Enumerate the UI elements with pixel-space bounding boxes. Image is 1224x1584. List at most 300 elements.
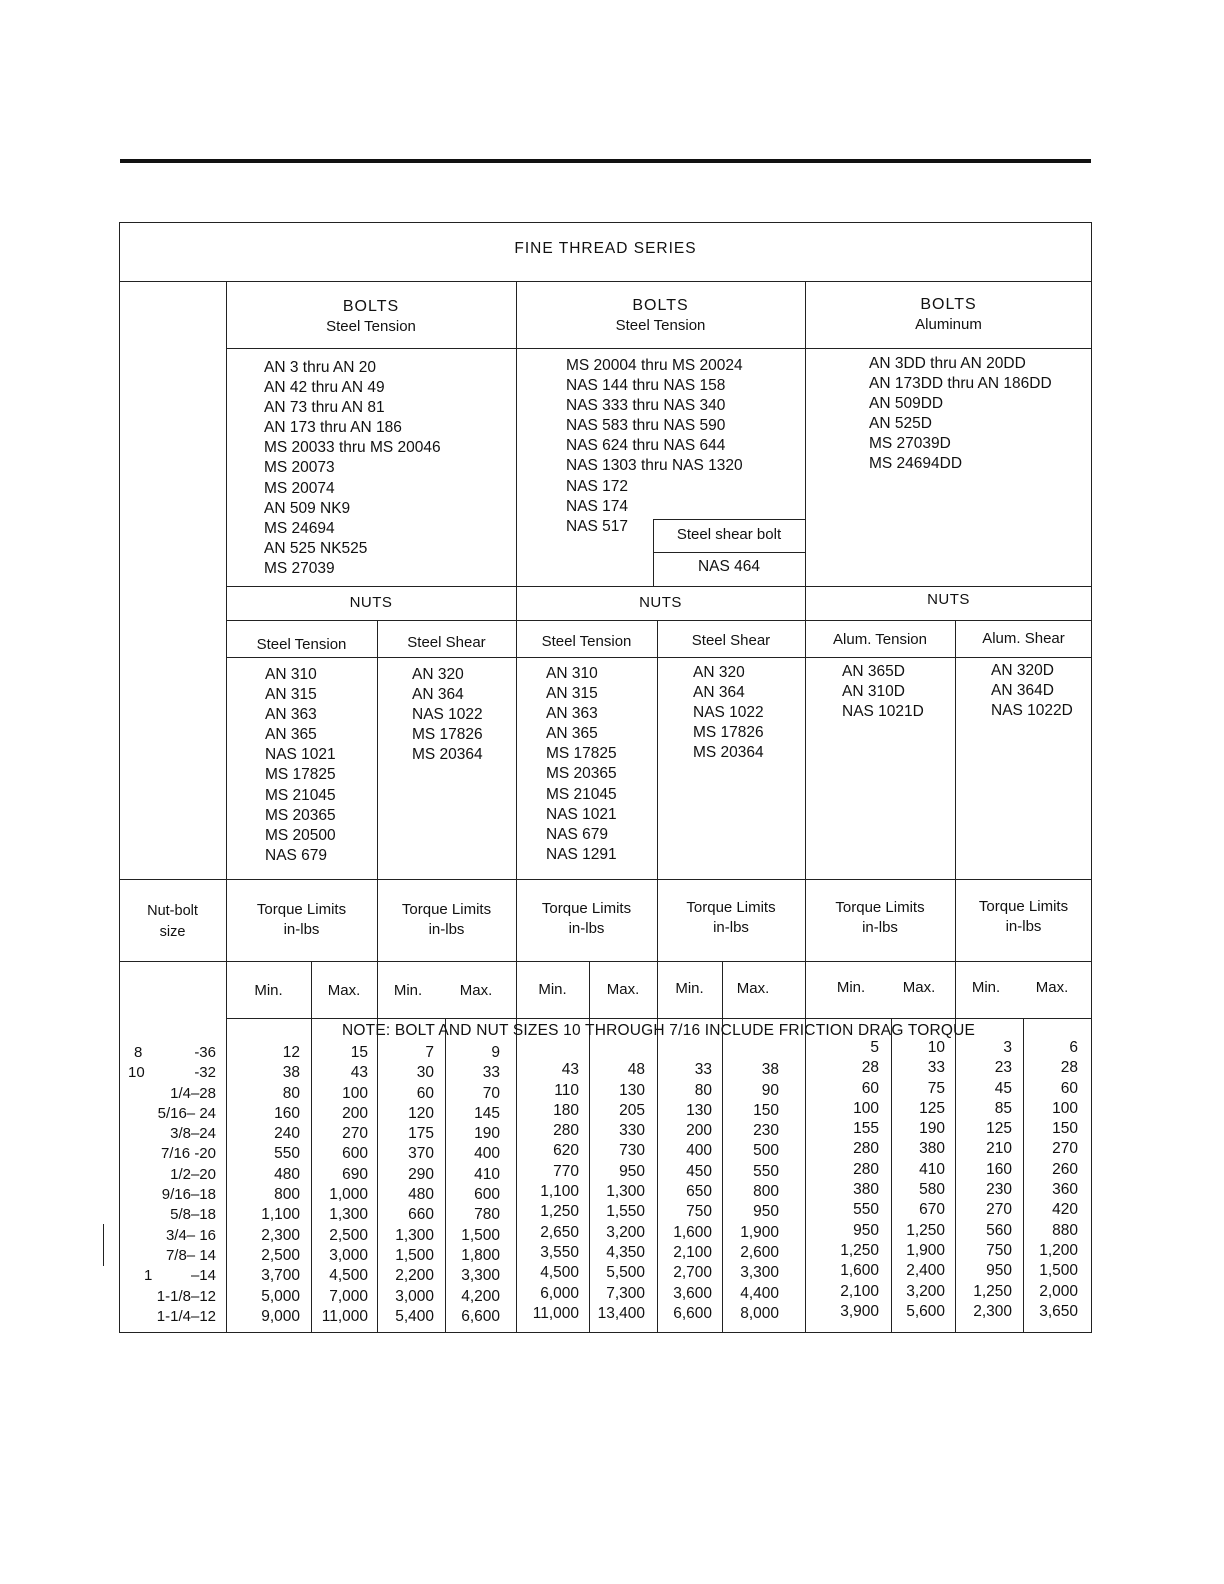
torque-value: 160 xyxy=(986,1160,1012,1178)
part-number: AN 363 xyxy=(265,706,317,724)
torque-header-bottom xyxy=(119,961,1092,962)
torque-value xyxy=(709,1040,779,1060)
bolt-header-divider xyxy=(226,348,1092,349)
torque-value: 2,200 xyxy=(395,1267,434,1285)
torque-value: 85 xyxy=(994,1099,1012,1117)
part-number: AN 525 NK525 xyxy=(264,539,368,557)
torque-value: 2,300 xyxy=(261,1226,300,1244)
torque-value: 1,250 xyxy=(540,1203,579,1221)
torque-value: 15 xyxy=(350,1044,368,1061)
part-number: AN 320 xyxy=(412,666,464,683)
torque-value: 690 xyxy=(342,1165,368,1183)
title-divider xyxy=(119,281,1092,282)
torque-value: 1,900 xyxy=(740,1223,779,1241)
size-value: 8 xyxy=(134,1044,143,1061)
torque-column-alum-shear-max xyxy=(1008,1038,1078,1322)
part-number: MS 20364 xyxy=(412,746,483,764)
torque-value: 480 xyxy=(274,1165,300,1183)
part-number: AN 509DD xyxy=(869,395,944,413)
torque-value: 400 xyxy=(686,1142,712,1160)
torque-value: 1,900 xyxy=(906,1241,945,1259)
size-value: 7/16 -20 xyxy=(160,1145,216,1163)
part-number: NAS 679 xyxy=(546,825,609,843)
part-number: NAS 1291 xyxy=(546,845,617,863)
torque-value: 6,000 xyxy=(540,1284,579,1302)
torque-value: 450 xyxy=(686,1162,712,1180)
torque-value: 4,400 xyxy=(740,1284,779,1302)
part-number: AN 364 xyxy=(693,684,745,702)
torque-value: 80 xyxy=(282,1084,300,1102)
size-list xyxy=(128,1043,224,1327)
torque-value: 190 xyxy=(474,1125,500,1143)
torque-header-3: Torque Limits xyxy=(541,900,632,917)
torque-value: 60 xyxy=(861,1079,879,1097)
size-value: 5/16– 24 xyxy=(157,1104,216,1122)
torque-header-1: Torque Limits xyxy=(256,901,347,918)
torque-value: 1,600 xyxy=(840,1262,879,1280)
torque-value: 500 xyxy=(753,1142,779,1160)
torque-value: 6,600 xyxy=(461,1307,500,1325)
size-row xyxy=(134,1266,224,1286)
torque-value: 125 xyxy=(986,1120,1012,1138)
part-number: AN 364 xyxy=(412,686,464,704)
nuts-header-divider xyxy=(226,620,1092,621)
torque-value: 3,200 xyxy=(606,1223,645,1241)
nut-col-5-parts xyxy=(842,662,924,722)
max-label-6: Max. xyxy=(1035,979,1069,996)
torque-column-tension-max xyxy=(298,1043,368,1327)
part-number: MS 24694DD xyxy=(869,455,963,473)
torque-column-shear-min xyxy=(364,1043,434,1327)
torque-value: 280 xyxy=(853,1160,879,1178)
size-row xyxy=(134,1165,224,1185)
max-label-1: Max. xyxy=(327,982,361,999)
torque-value: 5,000 xyxy=(261,1287,300,1305)
torque-unit-1: in-lbs xyxy=(283,921,320,938)
torque-value: 800 xyxy=(753,1183,779,1201)
torque-value: 780 xyxy=(474,1206,500,1224)
torque-header-2: Torque Limits xyxy=(401,901,492,918)
part-number: AN 3DD thru AN 20DD xyxy=(869,355,1026,372)
torque-value: 1,250 xyxy=(906,1221,945,1239)
torque-value: 60 xyxy=(416,1084,434,1102)
torque-column-ms-tension-max xyxy=(575,1040,645,1324)
size-row xyxy=(134,1307,224,1327)
torque-value: 11,000 xyxy=(321,1307,368,1325)
thread-value: –14 xyxy=(190,1267,216,1285)
part-number: MS 21045 xyxy=(265,786,336,804)
part-number: AN 310 xyxy=(265,666,317,683)
nut-col-4-parts xyxy=(693,663,764,763)
torque-value: 5,400 xyxy=(395,1307,434,1325)
torque-value: 620 xyxy=(553,1142,579,1160)
bolt-group-1-subtitle: Steel Tension xyxy=(326,318,416,335)
steel-shear-bolt-part: NAS 464 xyxy=(697,558,761,575)
torque-value: 180 xyxy=(553,1101,579,1119)
torque-value: 600 xyxy=(474,1186,500,1204)
part-number: NAS 1021D xyxy=(842,703,924,721)
torque-value: 145 xyxy=(474,1104,500,1122)
torque-value: 1,500 xyxy=(461,1226,500,1244)
part-number: AN 42 thru AN 49 xyxy=(264,379,385,397)
torque-value: 230 xyxy=(753,1122,779,1140)
nut-col-4-header: Steel Shear xyxy=(691,632,771,649)
torque-value: 560 xyxy=(986,1221,1012,1239)
part-number: NAS 1022 xyxy=(693,704,764,722)
torque-value: 43 xyxy=(350,1064,368,1082)
torque-column-ms-shear-max xyxy=(709,1040,779,1324)
min-label-6: Min. xyxy=(971,979,1001,996)
torque-value: 6,600 xyxy=(673,1304,712,1322)
bolt-group-2-subtitle: Steel Tension xyxy=(615,317,706,334)
part-number: NAS 1021 xyxy=(546,805,617,823)
torque-value: 80 xyxy=(694,1081,712,1099)
part-number: MS 20074 xyxy=(264,479,335,497)
torque-unit-3: in-lbs xyxy=(568,920,605,937)
nuts-header-1: NUTS xyxy=(349,594,393,611)
torque-value: 290 xyxy=(408,1165,434,1183)
torque-value: 410 xyxy=(919,1160,945,1178)
torque-value: 1,200 xyxy=(1039,1241,1078,1259)
torque-column-alum-tension-max xyxy=(875,1038,945,1322)
part-number: AN 320D xyxy=(991,662,1054,679)
torque-value: 200 xyxy=(342,1104,368,1122)
size-value: 3/8–24 xyxy=(170,1125,216,1143)
torque-value: 3,000 xyxy=(329,1246,368,1264)
torque-value: 580 xyxy=(919,1181,945,1199)
torque-value: 550 xyxy=(753,1162,779,1180)
part-number: NAS 1303 thru NAS 1320 xyxy=(566,457,743,475)
torque-value: 950 xyxy=(986,1262,1012,1280)
torque-value: 28 xyxy=(861,1059,879,1077)
torque-value: 7,300 xyxy=(606,1284,645,1302)
torque-value: 950 xyxy=(619,1162,645,1180)
torque-value: 1,100 xyxy=(540,1183,579,1201)
torque-value: 2,100 xyxy=(673,1243,712,1261)
part-number: AN 173 thru AN 186 xyxy=(264,419,402,437)
torque-value: 28 xyxy=(1060,1059,1078,1077)
torque-value: 950 xyxy=(853,1221,879,1239)
part-number: AN 310D xyxy=(842,683,905,701)
torque-value xyxy=(642,1040,712,1060)
torque-value: 950 xyxy=(753,1203,779,1221)
torque-value: 750 xyxy=(986,1241,1012,1259)
part-number: MS 17825 xyxy=(546,745,617,763)
torque-value: 4,200 xyxy=(461,1287,500,1305)
torque-value: 550 xyxy=(274,1145,300,1163)
torque-value: 23 xyxy=(994,1059,1012,1077)
torque-value: 100 xyxy=(342,1084,368,1102)
part-number: AN 509 NK9 xyxy=(264,499,351,517)
size-row xyxy=(134,1124,224,1144)
nut-col-3-parts xyxy=(546,664,617,865)
torque-value: 33 xyxy=(927,1059,945,1077)
size-value: 1/4–28 xyxy=(170,1084,216,1102)
part-number: MS 20364 xyxy=(693,744,764,762)
torque-value: 155 xyxy=(853,1120,879,1138)
size-row xyxy=(134,1084,224,1104)
torque-value: 13,400 xyxy=(597,1304,645,1322)
torque-value: 9 xyxy=(491,1044,500,1061)
torque-value: 1,250 xyxy=(840,1241,879,1259)
part-number: NAS 1022 xyxy=(412,706,483,724)
nuts-top-divider xyxy=(226,586,1092,587)
nut-col-1-header: Steel Tension xyxy=(256,636,347,653)
torque-value: 480 xyxy=(408,1186,434,1204)
torque-value: 370 xyxy=(408,1145,434,1163)
part-number: AN 365D xyxy=(842,663,905,680)
torque-header-4: Torque Limits xyxy=(686,899,776,916)
torque-value: 4,500 xyxy=(540,1264,579,1282)
torque-value: 420 xyxy=(1052,1201,1078,1219)
torque-value: 130 xyxy=(686,1101,712,1119)
torque-value: 2,600 xyxy=(740,1243,779,1261)
torque-unit-6: in-lbs xyxy=(1005,918,1042,935)
part-number: NAS 583 thru NAS 590 xyxy=(566,417,726,435)
torque-value: 205 xyxy=(619,1101,645,1119)
torque-value: 3,200 xyxy=(906,1282,945,1300)
torque-value: 1,250 xyxy=(973,1282,1012,1300)
max-label-3: Max. xyxy=(606,981,640,998)
torque-value: 270 xyxy=(986,1201,1012,1219)
size-value: 5/8–18 xyxy=(170,1206,216,1224)
torque-value: 45 xyxy=(994,1079,1012,1097)
thread-value: -36 xyxy=(194,1044,216,1061)
bolt-group-1-parts xyxy=(264,358,441,579)
torque-value: 750 xyxy=(686,1203,712,1221)
nut-col-2-header: Steel Shear xyxy=(407,634,486,651)
torque-value: 2,500 xyxy=(329,1226,368,1244)
size-row xyxy=(134,1043,224,1063)
part-number: AN 320 xyxy=(693,664,745,681)
torque-column-ms-tension-min xyxy=(509,1040,579,1324)
part-number: AN 364D xyxy=(991,682,1054,700)
size-header-line1: Nut-bolt xyxy=(147,903,198,919)
torque-value xyxy=(575,1040,645,1060)
torque-value: 2,000 xyxy=(1039,1282,1078,1300)
part-number: NAS 1022D xyxy=(991,702,1073,720)
part-number: MS 20004 thru MS 20024 xyxy=(566,357,743,374)
torque-value: 130 xyxy=(619,1081,645,1099)
part-number: AN 3 thru AN 20 xyxy=(264,359,377,376)
steel-shear-bolt-label: Steel shear bolt xyxy=(676,526,782,543)
part-number: MS 21045 xyxy=(546,785,617,803)
bolt-group-3-title: BOLTS xyxy=(920,296,977,313)
min-label-5: Min. xyxy=(836,979,866,996)
torque-value: 1,000 xyxy=(329,1186,368,1204)
torque-value: 280 xyxy=(853,1140,879,1158)
size-header-line2: size xyxy=(159,924,186,940)
torque-value: 150 xyxy=(1052,1120,1078,1138)
torque-value: 380 xyxy=(853,1181,879,1199)
size-value: 1 xyxy=(144,1267,153,1285)
torque-value: 33 xyxy=(694,1061,712,1079)
nuts-header-3: NUTS xyxy=(927,591,970,608)
torque-unit-4: in-lbs xyxy=(713,919,749,936)
torque-value: 3,300 xyxy=(740,1264,779,1282)
nut-col-2-parts xyxy=(412,665,483,765)
torque-value: 150 xyxy=(753,1101,779,1119)
part-number: MS 17826 xyxy=(412,726,483,744)
torque-value: 190 xyxy=(919,1120,945,1138)
torque-value: 75 xyxy=(927,1079,945,1097)
top-rule xyxy=(120,159,1091,163)
torque-value: 6 xyxy=(1069,1039,1078,1056)
torque-value: 400 xyxy=(474,1145,500,1163)
torque-value: 1,550 xyxy=(606,1203,645,1221)
torque-value: 2,650 xyxy=(540,1223,579,1241)
part-number: NAS 1021 xyxy=(265,746,336,764)
nuts-header-2: NUTS xyxy=(639,594,682,611)
max-label-5: Max. xyxy=(902,979,936,996)
torque-value: 2,700 xyxy=(673,1264,712,1282)
torque-value: 1,300 xyxy=(329,1206,368,1224)
change-bar xyxy=(103,1224,104,1266)
part-number: AN 73 thru AN 81 xyxy=(264,399,385,417)
size-row xyxy=(134,1246,224,1266)
nut-col-6-parts xyxy=(991,661,1073,721)
part-number: NAS 144 thru NAS 158 xyxy=(566,377,726,395)
torque-value: 48 xyxy=(627,1061,645,1079)
torque-value: 2,500 xyxy=(261,1246,300,1264)
part-number: NAS 624 thru NAS 644 xyxy=(566,437,726,455)
torque-value: 1,600 xyxy=(673,1223,712,1241)
torque-value: 3,900 xyxy=(840,1302,879,1320)
part-number: NAS 517 xyxy=(566,517,629,535)
torque-value: 360 xyxy=(1052,1181,1078,1199)
bolt-group-3-subtitle: Aluminum xyxy=(915,316,982,333)
torque-column-shear-max xyxy=(430,1043,500,1327)
size-value: 10 xyxy=(128,1064,145,1082)
torque-value: 30 xyxy=(416,1064,434,1082)
part-number: MS 20033 thru MS 20046 xyxy=(264,439,441,457)
max-label-2: Max. xyxy=(459,982,493,999)
bolt-group-3-parts xyxy=(869,354,1052,475)
friction-drag-note: NOTE: BOLT AND NUT SIZES 10 THROUGH 7/16 INCLUDE FRICTION DRAG TORQUE xyxy=(342,1022,976,1039)
size-value: 1-1/8–12 xyxy=(156,1287,216,1305)
torque-value: 33 xyxy=(482,1064,500,1082)
part-number: AN 365 xyxy=(265,726,317,744)
torque-value: 4,350 xyxy=(606,1243,645,1261)
torque-value: 110 xyxy=(554,1081,579,1099)
torque-value: 3,000 xyxy=(395,1287,434,1305)
part-number: MS 20073 xyxy=(264,459,335,477)
torque-value: 3,600 xyxy=(673,1284,712,1302)
part-number: MS 27039D xyxy=(869,435,951,453)
torque-column-alum-shear-min xyxy=(942,1038,1012,1322)
torque-value: 240 xyxy=(274,1125,300,1143)
part-number: MS 20500 xyxy=(265,826,336,844)
min-label-2: Min. xyxy=(393,982,423,999)
size-row xyxy=(128,1063,224,1083)
bolt-group-2-parts xyxy=(566,356,743,537)
torque-value: 800 xyxy=(274,1186,300,1204)
torque-value: 11,000 xyxy=(532,1304,579,1322)
torque-value: 5,500 xyxy=(606,1264,645,1282)
torque-value: 12 xyxy=(282,1044,300,1061)
nut-col-6-header: Alum. Shear xyxy=(982,630,1065,647)
torque-value: 70 xyxy=(482,1084,500,1102)
bolt-group-1-title: BOLTS xyxy=(342,298,400,315)
part-number: MS 27039 xyxy=(264,559,335,577)
size-column-divider xyxy=(226,281,227,1333)
nut-col-3-header: Steel Tension xyxy=(541,633,632,650)
torque-value: 1,500 xyxy=(395,1246,434,1264)
part-number: AN 315 xyxy=(546,685,598,703)
shear-box-mid xyxy=(653,552,805,553)
torque-value: 660 xyxy=(408,1206,434,1224)
part-number: MS 24694 xyxy=(264,519,335,537)
torque-value: 10 xyxy=(927,1039,945,1056)
torque-value: 550 xyxy=(853,1201,879,1219)
torque-value: 175 xyxy=(408,1125,434,1143)
minmax-divider xyxy=(226,1018,1092,1019)
torque-value: 280 xyxy=(553,1122,579,1140)
torque-value: 1,300 xyxy=(606,1183,645,1201)
size-row xyxy=(134,1144,224,1164)
size-row xyxy=(134,1226,224,1246)
torque-value: 100 xyxy=(1052,1099,1078,1117)
torque-value: 600 xyxy=(342,1145,368,1163)
torque-value: 2,100 xyxy=(840,1282,879,1300)
torque-value: 3,700 xyxy=(261,1267,300,1285)
torque-value: 43 xyxy=(561,1061,579,1079)
min-label-1: Min. xyxy=(254,982,283,999)
torque-value: 880 xyxy=(1052,1221,1078,1239)
torque-column-alum-tension-min xyxy=(809,1038,879,1322)
part-number: AN 525D xyxy=(869,415,932,433)
max-label-4: Max. xyxy=(736,980,770,997)
torque-value: 100 xyxy=(853,1099,879,1117)
min-label-4: Min. xyxy=(675,980,704,997)
torque-value: 5,600 xyxy=(906,1302,945,1320)
torque-value: 38 xyxy=(761,1061,779,1079)
torque-value: 1,800 xyxy=(461,1246,500,1264)
table-title: FINE THREAD SERIES xyxy=(514,240,697,257)
thread-value: -32 xyxy=(194,1064,216,1082)
torque-value: 160 xyxy=(274,1104,300,1122)
bolt-group-2-title: BOLTS xyxy=(632,297,689,314)
part-number: NAS 172 xyxy=(566,477,629,495)
torque-value: 7,000 xyxy=(329,1287,368,1305)
size-row xyxy=(134,1287,224,1307)
part-number: MS 20365 xyxy=(265,806,336,824)
torque-value: 125 xyxy=(919,1099,945,1117)
torque-value: 2,400 xyxy=(906,1262,945,1280)
torque-value: 650 xyxy=(686,1183,712,1201)
torque-value: 270 xyxy=(1052,1140,1078,1158)
torque-value: 330 xyxy=(619,1122,645,1140)
part-number: AN 310 xyxy=(546,665,598,682)
nut-col-1-parts xyxy=(265,665,336,866)
torque-value: 210 xyxy=(986,1140,1012,1158)
torque-value: 3,300 xyxy=(461,1267,500,1285)
part-number: NAS 333 thru NAS 340 xyxy=(566,397,726,415)
part-number: MS 17825 xyxy=(265,766,336,784)
torque-value: 8,000 xyxy=(740,1304,779,1322)
torque-value: 90 xyxy=(761,1081,779,1099)
torque-value: 38 xyxy=(282,1064,300,1082)
torque-value: 770 xyxy=(553,1162,579,1180)
torque-value: 1,300 xyxy=(395,1226,434,1244)
size-row xyxy=(134,1205,224,1225)
part-number: AN 363 xyxy=(546,705,598,723)
torque-value: 380 xyxy=(919,1140,945,1158)
torque-value: 4,500 xyxy=(329,1267,368,1285)
torque-value: 5 xyxy=(870,1039,879,1056)
torque-value: 3 xyxy=(1003,1039,1012,1056)
min-label-3: Min. xyxy=(538,981,567,998)
